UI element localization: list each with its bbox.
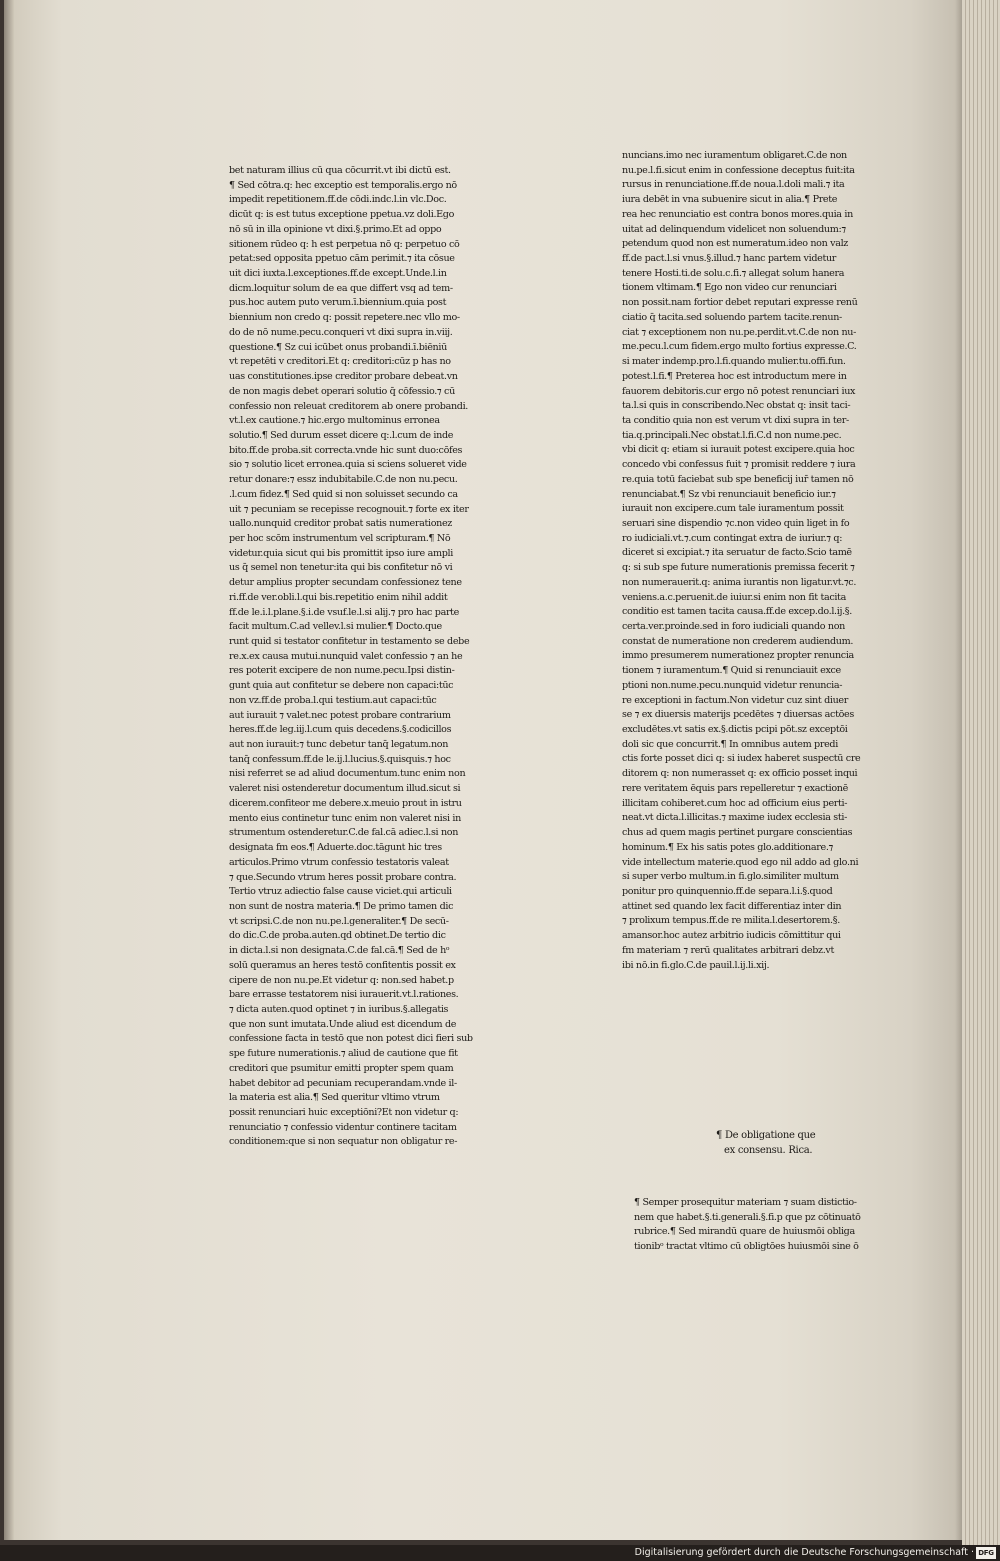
text-line: .l.cum fidez.¶ Sed quid si non soluisset secundo ca (229, 488, 458, 500)
text-line: facit multum.C.ad vellev.l.si mulier.¶ Docto.que (229, 621, 442, 633)
text-line: tanq̄ confessum.ff.de le.ij.l.lucius.§.quisquis.⁊ hoc (229, 753, 451, 765)
text-line: de non magis debet operari solutio q̄ cōfessio.⁊ cū (229, 385, 455, 397)
text-line: vt.l.ex cautione.⁊ hic.ergo multominus erronea (229, 415, 440, 427)
text-line: concedo vbi confessus fuit ⁊ promisit reddere ⁊ iura (622, 459, 856, 471)
text-line: uallo.nunquid creditor probat satis numerationez (229, 518, 452, 530)
text-line: non numerauerit.q: anima iurantis non ligatur.vt.⁊c. (622, 576, 857, 588)
text-line: videtur.quia sicut qui bis promittit ipso iure ampli (229, 547, 453, 559)
text-line: diceret si excipiat.⁊ ita seruatur de facto.Scio tamē (622, 547, 852, 559)
text-line: petendum quod non est numeratum.ideo non valz (622, 238, 849, 250)
text-line: ff.de pact.l.si vnus.§.illud.⁊ hanc partem videtur (622, 253, 837, 265)
text-line: habet debitor ad pecuniam recuperandam.vnde il- (229, 1077, 457, 1089)
text-line: re exceptioni in factum.Non videtur cuz sint diuer (622, 694, 848, 706)
right-text-column (622, 149, 942, 973)
text-line: us q̄ semel non tenetur:ita qui bis confitetur nō vi (229, 562, 453, 574)
rubric-heading-line-1: ¶ De obligatione que (716, 1130, 816, 1141)
text-line: res poterit excipere de non nume.pecu.Ipsi distin- (229, 665, 455, 677)
text-line: possit renunciari huic exceptiōni?Et non videtur q: (229, 1107, 459, 1118)
text-line: ⁊ que.Secundo vtrum heres possit probare contra. (229, 871, 457, 883)
text-line: cipere de non nu.pe.Et videtur q: non.sed habet.p (229, 974, 454, 986)
text-line: tionem ⁊ iuramentum.¶ Quid si renunciauit exce (622, 665, 841, 677)
text-line: retur donare:⁊ essz indubitabile.C.de non nu.pecu. (229, 474, 458, 486)
text-line: runt quid si testator confitetur in testamento se debe (229, 636, 470, 647)
text-line: certa.ver.proinde.sed in foro iudiciali quando non (622, 621, 846, 632)
text-line: si super verbo multum.in fi.glo.similiter multum (622, 871, 839, 883)
text-line: sitionem rūdeo q: h est perpetua nō q: perpetuo cō (229, 238, 460, 250)
text-line: do de nō nume.pecu.conqueri vt dixi supra in.viij. (229, 326, 453, 338)
text-line: in dicta.l.si non designata.C.de fal.cā.¶ Sed de hᵒ (229, 945, 450, 957)
text-line: creditori que psumitur emitti propter spem quam (229, 1062, 454, 1074)
text-line: bare errasse testatorem nisi iurauerit.vt.l.rationes. (229, 989, 459, 1001)
text-line: potest.l.fi.¶ Preterea hoc est introductum mere in (622, 370, 847, 382)
text-line: nisi referret se ad aliud documentum.tunc enim non (229, 768, 466, 780)
text-line: que non sunt imutata.Unde aliud est dicendum de (229, 1018, 457, 1030)
text-line: rubrice.¶ Sed mirandū quare de huiusmōi obliga (634, 1226, 855, 1238)
text-line: ditorem q: non numerasset q: ex officio posset inqui (622, 768, 858, 780)
text-line: uit dici iuxta.l.exceptiones.ff.de except.Unde.l.in (229, 268, 447, 280)
leaf-gutter-edge (4, 0, 14, 1540)
text-line: spe future numerationis.⁊ aliud de cautione que fit (229, 1048, 458, 1060)
text-line: ta conditio quia non est verum vt dixi supra in ter- (622, 414, 849, 426)
rubric-heading (716, 1128, 876, 1158)
text-line: designata fm eos.¶ Aduerte.doc.tāgunt hic tres (229, 842, 442, 854)
text-line: tionibᵒ tractat vltimo cū obligtōes huiusmōi sine ō (634, 1241, 859, 1253)
text-line: nem que habet.§.ti.generali.§.fi.p que pz cōtinuatō (634, 1211, 861, 1223)
text-line: ¶ Semper prosequitur materiam ⁊ suam distictio- (634, 1197, 857, 1208)
text-line: re.quia totū faciebat sub spe beneficij iur̄ tamen nō (622, 473, 854, 485)
text-line: amansor.hoc autez arbitrio iudicis cōmittitur qui (622, 930, 841, 942)
digitization-credit: Digitalisierung gefördert durch die Deutsche Forschungsgemeinschaft · (634, 1547, 974, 1558)
text-line: illicitam cohiberet.cum hoc ad officium eius perti- (622, 797, 848, 809)
text-line: tionem vltimam.¶ Ego non video cur renunciari (622, 282, 837, 294)
text-line: nō sū in illa opinione vt dixi.§.primo.Et ad oppo (229, 223, 442, 235)
text-line: ptioni non.nume.pecu.nunquid videtur renuncia- (622, 679, 843, 691)
text-line: dicerem.confiteor me debere.x.meuio prout in istru (229, 797, 462, 809)
text-line: nu.pe.l.fi.sicut enim in confessione deceptus fuit:ita (622, 164, 855, 176)
text-line: solū queramus an heres testō confitentis possit ex (229, 959, 456, 971)
text-line: ⁊ prolixum tempus.ff.de re milita.l.desertorem.§. (622, 915, 840, 927)
text-line: uas constitutiones.ipse creditor probare debeat.vn (229, 371, 458, 383)
text-line: confessio non releuat creditorem ab onere probandi. (229, 400, 468, 412)
text-line: iurauit non excipere.cum tale iuramentum possit (622, 503, 844, 515)
text-line: renunciabat.¶ Sz vbi renunciauit beneficio iur.⁊ (622, 488, 836, 500)
text-line: ff.de le.i.l.plane.§.i.de vsuf.le.l.si alij.⁊ pro hac parte (229, 606, 460, 618)
text-line: chus ad quem magis pertinet purgare conscientias (622, 827, 853, 839)
text-line: ibi nō.in fi.glo.C.de pauil.l.ij.li.xij. (622, 959, 770, 971)
page-stack-edge (962, 0, 1000, 1545)
text-line: pus.hoc autem puto verum.ī.biennium.quia post (229, 297, 447, 309)
text-line: non sunt de nostra materia.¶ De primo tamen dic (229, 900, 454, 912)
text-line: immo presumerem numerationez propter renuncia (622, 650, 854, 662)
left-text-column (229, 164, 559, 1150)
text-line: fm materiam ⁊ rerū qualitates arbitrari debz.vt (622, 944, 834, 956)
rubric-heading-line-2: ex consensu. Rica. (724, 1145, 813, 1156)
text-line: strumentum ostenderetur.C.de fal.cā adiec.l.si non (229, 827, 459, 839)
text-line: doli sic que concurrit.¶ In omnibus autem predi (622, 738, 838, 750)
text-line: se ⁊ ex diuersis materijs pcedētes ⁊ diuersas actōes (622, 709, 854, 721)
text-line: questione.¶ Sz cui icūbet onus probandi.ī.biēniū (229, 341, 447, 353)
text-line: rursus in renunciatione.ff.de noua.l.doli mali.⁊ ita (622, 179, 845, 191)
text-line: ciat ⁊ exceptionem non nu.pe.perdit.vt.C.de non nu- (622, 326, 857, 338)
text-line: detur amplius propter secundam confessionez tene (229, 577, 462, 589)
text-line: vbi dicit q: etiam si iurauit potest excipere.quia hoc (622, 444, 855, 456)
text-line: non possit.nam fortior debet reputari expresse renū (622, 297, 858, 309)
text-line: ⁊ dicta auten.quod optinet ⁊ in iuribus.§.allegatis (229, 1003, 449, 1015)
text-line: ta.l.si quis in conscribendo.Nec obstat q: insit taci- (622, 400, 851, 412)
text-line: valeret nisi ostenderetur documentum illud.sicut si (229, 783, 461, 795)
text-line: articulos.Primo vtrum confessio testatoris valeat (229, 856, 449, 868)
text-line: confessione facta in testō que non potest dici fieri sub (229, 1033, 473, 1045)
text-line: nuncians.imo nec iuramentum obligaret.C.de non (622, 150, 847, 161)
text-line: gunt quia aut confitetur se debere non capaci:tūc (229, 680, 454, 692)
text-line: rere veritatem ēquis pars repelleretur ⁊ exactionē (622, 782, 848, 794)
text-line: per hoc scōm instrumentum vel scripturam.¶ Nō (229, 532, 451, 544)
text-line: seruari sine dispendio ⁊c.non video quin liget in fo (622, 517, 850, 529)
text-line: hominum.¶ Ex his satis potes glo.additionare.⁊ (622, 841, 833, 853)
text-line: tenere Hosti.ti.de solu.c.fi.⁊ allegat solum hanera (622, 267, 845, 279)
text-line: heres.ff.de leg.iij.l.cum quis decedens.§.codicillos (229, 724, 452, 736)
text-line: rea hec renunciatio est contra bonos mores.quia in (622, 208, 853, 220)
text-line: sio ⁊ solutio licet erronea.quia si sciens solueret vide (229, 459, 467, 471)
text-line: vt repetēti v creditori.Et q: creditori:cūz p has no (229, 356, 451, 368)
text-line: constat de numeratione non crederem audiendum. (622, 635, 854, 647)
text-line: do dic.C.de proba.auten.qd obtinet.De tertio dic (229, 930, 446, 942)
text-line: biennium non credo q: possit repetere.nec vllo mo- (229, 312, 460, 324)
text-line: veniens.a.c.peruenit.de iuiur.si enim non fit tacita (622, 591, 846, 603)
text-line: conditio est tamen tacita causa.ff.de excep.do.l.ij.§. (622, 606, 852, 618)
text-line: aut non iurauit:⁊ tunc debetur tanq̄ legatum.non (229, 739, 449, 751)
text-line: tia.q.principali.Nec obstat.l.fi.C.d non nume.pec. (622, 429, 842, 441)
text-line: petat:sed opposita ppetuo cām perimit.⁊ ita cōsue (229, 253, 455, 265)
text-line: dicm.loquitur solum de ea que differt vsq ad tem- (229, 282, 453, 294)
text-line: renunciatio ⁊ confessio videntur continere tacitam (229, 1121, 457, 1133)
text-line: non vz.ff.de proba.l.qui testium.aut capaci:tūc (229, 694, 437, 706)
text-line: fauorem debitoris.cur ergo nō potest renunciari iux (622, 385, 856, 397)
text-line: neat.vt dicta.l.illicitas.⁊ maxime iudex ecclesia sti- (622, 812, 847, 824)
text-line: bet naturam illius cū qua cōcurrit.vt ibi dictū est. (229, 165, 451, 176)
text-line: iura debēt in vna subuenire sicut in alia.¶ Prete (622, 194, 838, 206)
text-line: ro iudiciali.vt.⁊.cum contingat extra de iuriur.⁊ q: (622, 532, 843, 544)
text-line: solutio.¶ Sed durum esset dicere q:.l.cum de inde (229, 429, 454, 441)
text-line: excludētes.vt satis ex.§.dictis pcipi pōt.sz exceptōi (622, 724, 848, 736)
dfg-logo: DFG (976, 1547, 996, 1559)
text-line: vide intellectum materie.quod ego nil addo ad glo.ni (622, 856, 859, 868)
text-line: ciatio q̄ tacita.sed soluendo partem tacite.renun- (622, 311, 842, 323)
text-line: ctis forte posset dici q: si iudex haberet suspectū cre (622, 753, 861, 765)
text-line: ponitur pro quinquennio.ff.de separa.l.i.§.quod (622, 885, 833, 897)
text-line: re.x.ex causa mutui.nunquid valet confessio ⁊ an he (229, 650, 463, 662)
text-line: dicūt q: is est tutus exceptione ppetua.vz doli.Ego (229, 209, 455, 221)
text-line: q: si sub spe future numerationis premissa fecerit ⁊ (622, 562, 855, 574)
text-line: si mater indemp.pro.l.fi.quando mulier.tu.offi.fun. (622, 356, 846, 368)
text-line: mento eius continetur tunc enim non valeret nisi in (229, 812, 461, 824)
text-line: Tertio vtruz adiectio false cause viciet.qui articuli (229, 886, 452, 898)
text-line: impedit repetitionem.ff.de cōdi.indc.l.in vlc.Doc. (229, 194, 447, 206)
right-text-column-continuation (634, 1196, 944, 1255)
text-line: bito.ff.de proba.sit correcta.vnde hic sunt duo:cōfes (229, 444, 463, 456)
text-line: me.pecu.l.cum fidem.ergo multo fortius expresse.C. (622, 341, 857, 353)
text-line: uit ⁊ pecuniam se recepisse recognouit.⁊ forte ex iter (229, 503, 469, 515)
text-line: attinet sed quando lex facit differentiaz inter din (622, 900, 842, 912)
text-line: la materia est alia.¶ Sed queritur vltimo vtrum (229, 1092, 440, 1104)
text-line: ri.ff.de ver.obli.l.qui bis.repetitio enim nihil addit (229, 591, 448, 603)
text-line: conditionem:que si non sequatur non obligatur re- (229, 1136, 458, 1148)
text-line: aut iurauit ⁊ valet.nec potest probare contrarium (229, 709, 451, 721)
text-line: vt scripsi.C.de non nu.pe.l.generaliter.¶ De secū- (229, 915, 449, 927)
text-line: uitat ad delinquendum videlicet non soluendum:⁊ (622, 223, 846, 235)
text-line: ¶ Sed cōtra.q: hec exceptio est temporalis.ergo nō (229, 179, 457, 191)
